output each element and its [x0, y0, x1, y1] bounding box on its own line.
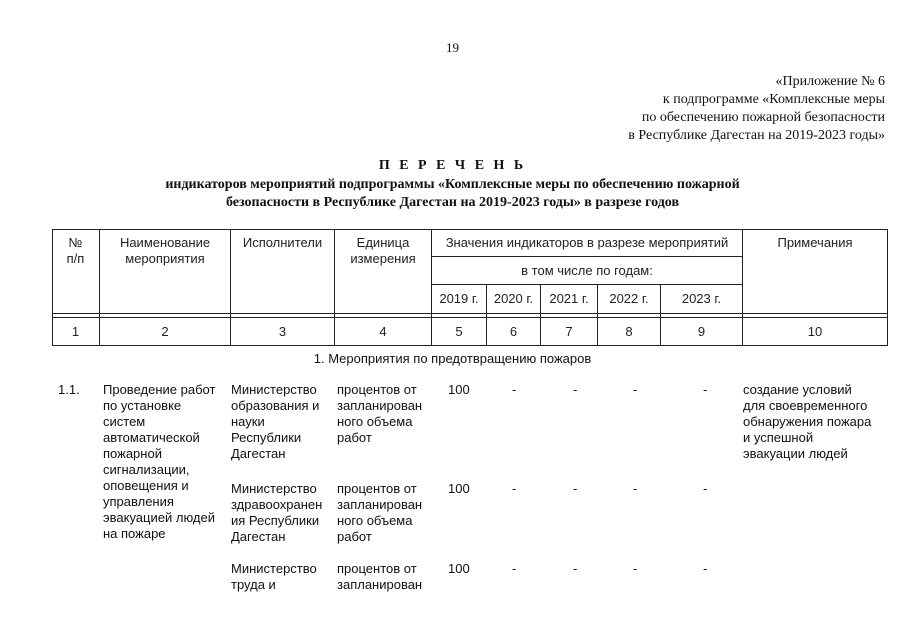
value-cell: - [703, 561, 708, 576]
column-number: 2 [161, 324, 169, 339]
appendix-line: к подпрограмме «Комплексные меры [662, 92, 885, 107]
header-by-years: в том числе по годам: [521, 263, 653, 278]
header-name: Наименование мероприятия [119, 235, 211, 266]
column-number: 4 [379, 324, 387, 339]
value-cell: - [573, 481, 578, 496]
page-number: 19 [446, 40, 459, 55]
value-cell: - [703, 382, 708, 397]
value-cell: - [633, 382, 638, 397]
header-number: № п/п [66, 235, 85, 266]
title-line: индикаторов мероприятий подпрограммы «Комплексные меры по обеспечению пожарной [165, 177, 740, 192]
appendix-line: в Республике Дагестан на 2019-2023 годы» [628, 128, 885, 143]
executor-cell: Министерство здравоохранен ия Республики Дагестан [231, 481, 323, 544]
header-values: Значения индикаторов в разрезе мероприятий [445, 235, 729, 250]
item-notes: создание условий для своевременного обнаружения пожара и успешной эвакуации людей [743, 382, 872, 461]
unit-cell: процентов от запланирован [337, 561, 423, 592]
header-notes: Примечания [777, 235, 853, 250]
value-cell: 100 [448, 481, 470, 496]
header-year: 2021 г. [549, 291, 589, 306]
value-cell: - [703, 481, 708, 496]
section-title: 1. Мероприятия по предотвращению пожаров [313, 351, 592, 366]
item-name: Проведение работ по установке систем автоматической пожарной сигнализации, оповещения и управления эвакуацией людей на пожаре [103, 382, 216, 541]
value-cell: - [573, 382, 578, 397]
column-number: 1 [71, 324, 80, 339]
column-number: 8 [625, 324, 633, 339]
unit-cell: процентов от запланирован ного объема работ [337, 481, 423, 544]
executor-cell: Министерство образования и науки Республики Дагестан [231, 382, 320, 461]
value-cell: 100 [448, 561, 470, 576]
column-number: 5 [455, 324, 463, 339]
appendix-line: «Приложение № 6 [775, 74, 885, 89]
column-number: 6 [509, 324, 518, 339]
value-cell: - [573, 561, 578, 576]
value-cell: - [512, 382, 517, 397]
appendix-note [628, 73, 885, 145]
unit-cell: процентов от запланирован ного объема работ [337, 382, 423, 445]
column-number: 3 [278, 324, 287, 339]
header-year: 2022 г. [609, 291, 649, 306]
document-title [0, 157, 905, 212]
value-cell: - [633, 561, 638, 576]
table-header [52, 229, 888, 347]
value-cell: 100 [448, 382, 470, 397]
header-year: 2020 г. [493, 291, 534, 306]
column-number: 10 [807, 324, 823, 339]
value-cell: - [512, 481, 517, 496]
title-line: безопасности в Республике Дагестан на 2019-2023 годы» в разрезе годов [225, 195, 680, 210]
title-heading: П Е Р Е Ч Е Н Ь [378, 158, 527, 173]
executor-cell: Министерство труда и [231, 561, 317, 592]
header-year: 2023 г. [681, 291, 722, 306]
appendix-line: по обеспечению пожарной безопасности [641, 110, 885, 125]
column-number: 7 [565, 324, 573, 339]
header-year: 2019 г. [439, 291, 479, 306]
header-executors: Исполнители [242, 235, 323, 250]
value-cell: - [512, 561, 517, 576]
value-cell: - [633, 481, 638, 496]
item-number: 1.1. [58, 382, 80, 397]
column-number: 9 [697, 324, 706, 339]
header-unit: Единица измерения [350, 235, 416, 266]
